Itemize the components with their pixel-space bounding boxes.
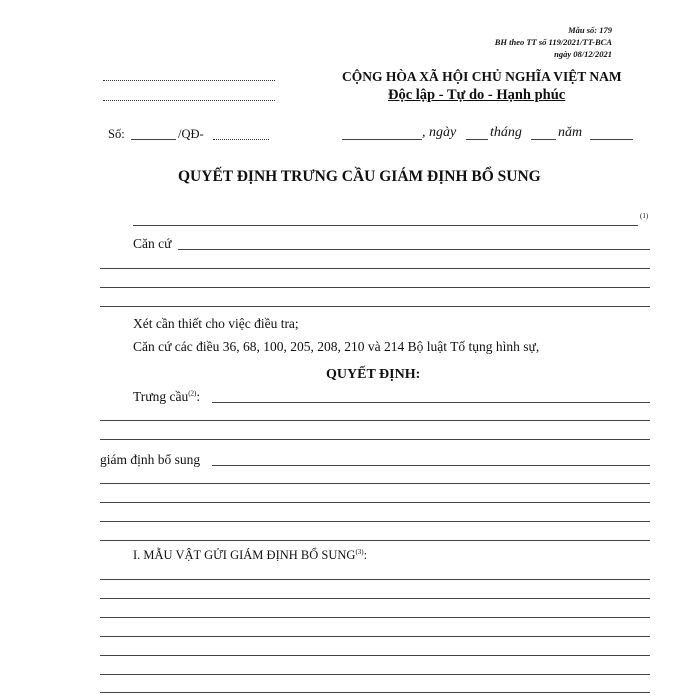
samples-line-4[interactable]	[100, 636, 650, 637]
number-field[interactable]	[131, 139, 176, 140]
supplementary-field[interactable]	[212, 465, 650, 466]
footnote-2-marker: (2)	[188, 389, 197, 398]
supplementary-line-2[interactable]	[100, 483, 650, 484]
national-heading: CỘNG HÒA XÃ HỘI CHỦ NGHĨA VIỆT NAM	[342, 69, 622, 84]
requested-label-text: Trưng cầu	[133, 389, 189, 404]
form-code-block	[495, 24, 612, 60]
basis-line-4[interactable]	[100, 306, 650, 307]
requested-field[interactable]	[212, 402, 650, 403]
number-label: Số:	[108, 127, 125, 141]
national-motto: Độc lập - Tự do - Hạnh phúc	[388, 87, 566, 103]
supplementary-line-4[interactable]	[100, 521, 650, 522]
basis-line-3[interactable]	[100, 287, 650, 288]
date-month-label: tháng	[490, 125, 522, 140]
agency-line-2[interactable]	[103, 100, 275, 101]
samples-line-5[interactable]	[100, 655, 650, 656]
supplementary-label: giám định bổ sung	[100, 452, 201, 467]
date-day-label: , ngày	[422, 125, 457, 140]
requested-label: Trưng cầu$^{(2)}$:	[133, 389, 201, 404]
decision-code-field[interactable]	[213, 139, 269, 140]
month-field[interactable]	[531, 139, 556, 140]
agency-line-1[interactable]	[103, 80, 275, 81]
samples-line-3[interactable]	[100, 617, 650, 618]
requested-line-2[interactable]	[100, 420, 650, 421]
decision-code-label: /QĐ-	[178, 127, 204, 141]
footnote-1-marker: (1)	[640, 212, 649, 220]
supplementary-line-5[interactable]	[100, 540, 650, 541]
supplementary-line-3[interactable]	[100, 502, 650, 503]
document-title: QUYẾT ĐỊNH TRƯNG CẦU GIÁM ĐỊNH BỔ SUNG	[178, 168, 541, 185]
authority-field[interactable]	[133, 225, 638, 226]
date-year-label: năm	[558, 125, 583, 140]
year-field[interactable]	[590, 139, 633, 140]
investigation-need-text: Xét cần thiết cho việc điều tra;	[133, 316, 299, 331]
decision-heading: QUYẾT ĐỊNH:	[326, 367, 421, 382]
samples-section-text: I. MẪU VẬT GỬI GIÁM ĐỊNH BỔ SUNG	[133, 548, 356, 563]
samples-section-heading: I. MẪU VẬT GỬI GIÁM ĐỊNH BỔ SUNG$^{(3)}$:	[133, 548, 368, 563]
place-field[interactable]	[342, 139, 422, 140]
day-field[interactable]	[466, 139, 488, 140]
samples-line-1[interactable]	[100, 579, 650, 580]
requested-line-3[interactable]	[100, 439, 650, 440]
form-number: Mẫu số: 179	[568, 25, 612, 35]
samples-line-7[interactable]	[100, 692, 650, 693]
basis-line-2[interactable]	[100, 268, 650, 269]
form-issued-date: ngày 08/12/2021	[554, 49, 612, 59]
legal-basis-text: Căn cứ các điều 36, 68, 100, 205, 208, 210 và 214 Bộ luật Tố tụng hình sự,	[133, 339, 540, 354]
footnote-3-marker: (3)	[355, 548, 364, 556]
samples-line-2[interactable]	[100, 598, 650, 599]
form-issued-by: BH theo TT số 119/2021/TT-BCA	[494, 37, 612, 47]
samples-line-6[interactable]	[100, 674, 650, 675]
basis-field[interactable]	[178, 249, 650, 250]
basis-label: Căn cứ	[133, 236, 172, 251]
